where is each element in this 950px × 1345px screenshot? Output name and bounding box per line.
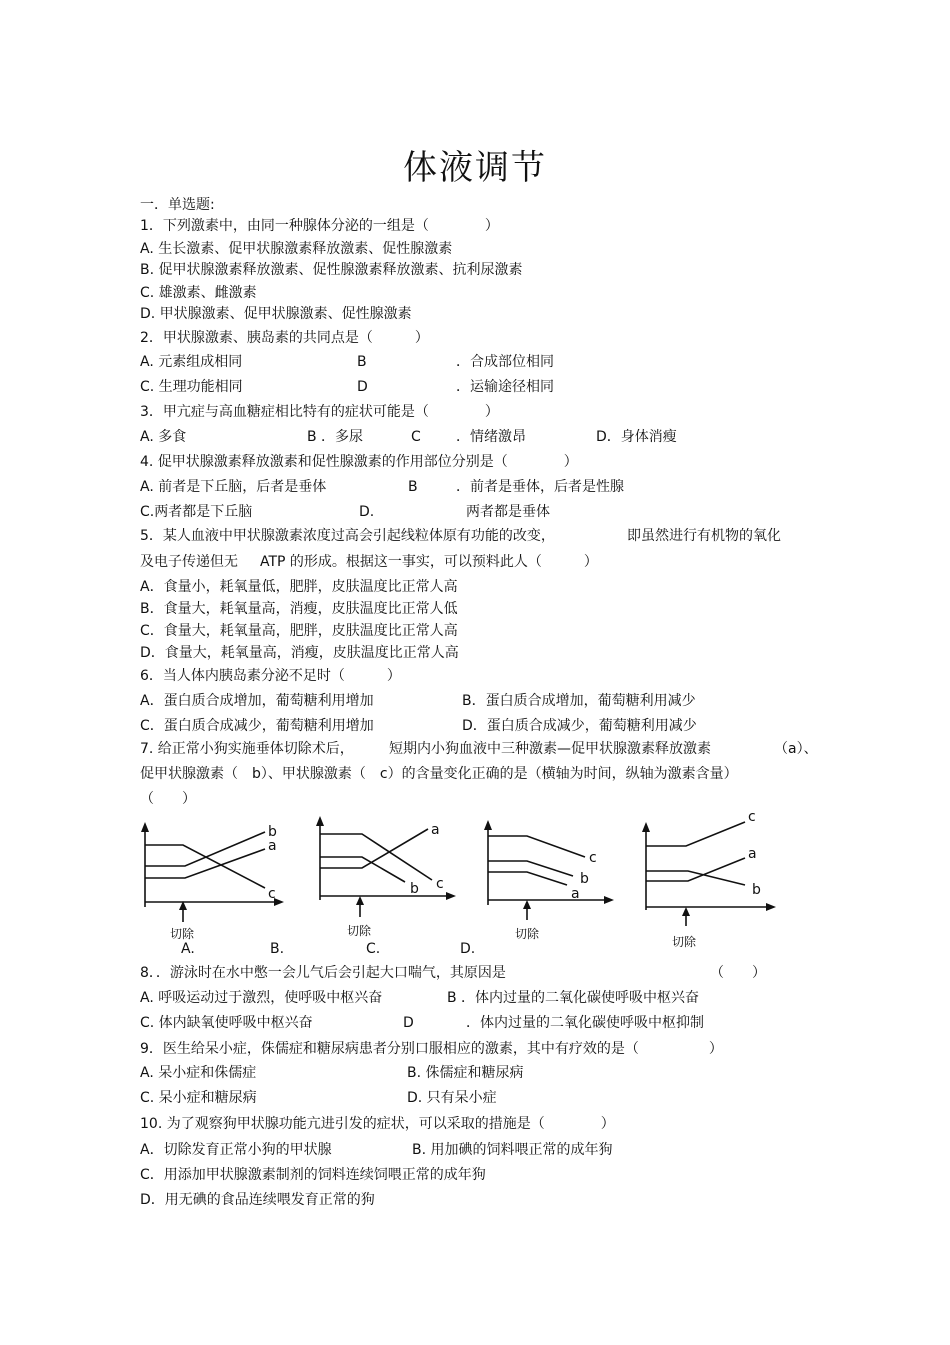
graph-c-line-a bbox=[488, 872, 567, 885]
q8-option-d: ．体内过量的二氧化碳使呼吸中枢抑制 bbox=[466, 1015, 704, 1031]
q8-option-d-letter: D bbox=[403, 1015, 414, 1031]
q8-option-a: A. 呼吸运动过于激烈，使呼吸中枢兴奋 bbox=[140, 990, 383, 1006]
graph-d-x-arrow bbox=[766, 903, 776, 911]
q8-stem: 8．．游泳时在水中憋一会儿气后会引起大口喘气，其原因是 bbox=[140, 965, 506, 981]
graph-a-cut-label: 切除 bbox=[170, 927, 195, 941]
q3-option-a: A. 多食 bbox=[140, 429, 187, 445]
graph-b-cut-arrowhead bbox=[356, 896, 364, 905]
q7-stem-line1-mid: 短期内小狗血液中三种激素—促甲状腺激素释放激素 bbox=[389, 741, 711, 757]
q7-stem-line1-end: （a）、 bbox=[774, 741, 818, 757]
graph-a-line-a bbox=[145, 849, 265, 878]
graph-b-label-c: c bbox=[436, 876, 444, 892]
q2-option-d: ．运输途径相同 bbox=[456, 379, 554, 395]
q7-stem-line2: 促甲状腺激素（ b）、甲状腺激素（ c）的含量变化正确的是（横轴为时间，纵轴为激素含量） bbox=[140, 766, 738, 782]
q2-option-b: ．合成部位相同 bbox=[456, 354, 554, 370]
q4-option-a: A. 前者是下丘脑，后者是垂体 bbox=[140, 479, 327, 495]
q4-option-c: C.两者都是下丘脑 bbox=[140, 504, 253, 520]
q8-answer-paren: （ ） bbox=[710, 965, 766, 981]
q5-stem-line1-end: 即虽然进行有机物的氧化 bbox=[627, 528, 781, 544]
q1-stem: 1．下列激素中，由同一种腺体分泌的一组是（ ） bbox=[140, 218, 499, 234]
q1-option-c: C. 雄激素、雌激素 bbox=[140, 285, 257, 301]
q2-option-a: A. 元素组成相同 bbox=[140, 354, 243, 370]
q4-option-b-letter: B bbox=[408, 479, 418, 495]
section-heading: 一．单选题: bbox=[140, 197, 215, 213]
q8-option-b: B ．体内过量的二氧化碳使呼吸中枢兴奋 bbox=[447, 990, 700, 1006]
graph-c-label-b: b bbox=[580, 871, 589, 887]
graph-c-cut-label: 切除 bbox=[515, 927, 540, 941]
q5-option-a: A．食量小，耗氧量低，肥胖，皮肤温度比正常人高 bbox=[140, 579, 458, 595]
graph-a-label-a: a bbox=[268, 838, 277, 854]
q3-stem: 3．甲亢症与高血糖症相比特有的症状可能是（ ） bbox=[140, 404, 499, 420]
q6-stem: 6．当人体内胰岛素分泌不足时（ ） bbox=[140, 668, 401, 684]
page-title: 体液调节 bbox=[403, 148, 547, 188]
graph-c-label-c: c bbox=[589, 850, 597, 866]
graph-d bbox=[642, 822, 776, 926]
graph-b-label-b: b bbox=[410, 881, 419, 897]
graph-d-line-c bbox=[646, 822, 745, 846]
graph-b-x-arrow bbox=[446, 892, 456, 900]
q6-option-a: A．蛋白质合成增加，葡萄糖利用增加 bbox=[140, 693, 374, 709]
q4-option-d: 两者都是垂体 bbox=[466, 504, 550, 520]
graph-c-line-c bbox=[488, 836, 585, 857]
graph-c bbox=[484, 820, 614, 920]
graph-d-label-c: c bbox=[748, 809, 756, 825]
q5-option-d: D．食量大，耗氧量高，消瘦，皮肤温度比正常人高 bbox=[140, 645, 459, 661]
graph-a-line-b bbox=[145, 832, 265, 866]
q8-option-c: C. 体内缺氧使呼吸中枢兴奋 bbox=[140, 1015, 313, 1031]
graph-d-line-a bbox=[646, 858, 745, 881]
graph-d-y-arrow bbox=[642, 822, 650, 832]
graph-c-x-arrow bbox=[604, 896, 614, 904]
q9-option-a: A. 呆小症和侏儒症 bbox=[140, 1065, 257, 1081]
graph-a-label-c: c bbox=[268, 886, 276, 902]
q5-stem-line2-end: ATP 的形成。根据这一事实，可以预料此人（ ） bbox=[260, 554, 598, 570]
graph-b-line-b bbox=[320, 857, 405, 882]
q5-option-b: B．食量大，耗氧量高，消瘦，皮肤温度比正常人低 bbox=[140, 601, 458, 617]
q1-option-d: D. 甲状腺激素、促甲状腺激素、促性腺激素 bbox=[140, 306, 412, 322]
graph-b-y-arrow bbox=[316, 816, 324, 826]
q7-stem-line3: （ ） bbox=[140, 791, 196, 807]
q1-option-a: A. 生长激素、促甲状腺激素释放激素、促性腺激素 bbox=[140, 241, 453, 257]
q4-stem: 4. 促甲状腺激素释放激素和促性腺激素的作用部位分别是（ ） bbox=[140, 454, 578, 470]
q10-stem: 10. 为了观察狗甲状腺功能亢进引发的症状，可以采取的措施是（ ） bbox=[140, 1116, 615, 1132]
q2-option-c: C. 生理功能相同 bbox=[140, 379, 243, 395]
graph-a-label-b: b bbox=[268, 824, 277, 840]
q3-option-d: D．身体消瘦 bbox=[596, 429, 677, 445]
q10-option-c: C．用添加甲状腺激素制剂的饲料连续饲喂正常的成年狗 bbox=[140, 1167, 486, 1183]
q10-option-d: D．用无碘的食品连续喂发育正常的狗 bbox=[140, 1192, 375, 1208]
graph-c-y-arrow bbox=[484, 820, 492, 830]
q6-option-c: C．蛋白质合成减少，葡萄糖利用增加 bbox=[140, 718, 374, 734]
graph-option-a: A. bbox=[181, 941, 195, 957]
q2-option-b-letter: B bbox=[357, 354, 367, 370]
q5-option-c: C．食量大，耗氧量高，肥胖，皮肤温度比正常人高 bbox=[140, 623, 458, 639]
graph-a-y-arrow bbox=[141, 822, 149, 832]
graph-option-d: D. bbox=[460, 941, 476, 957]
q4-option-d-letter: D. bbox=[359, 504, 375, 520]
q3-option-c: ．情绪激昂 bbox=[456, 429, 526, 445]
graph-option-b: B. bbox=[270, 941, 285, 957]
q2-stem: 2．甲状腺激素、胰岛素的共同点是（ ） bbox=[140, 330, 429, 346]
q6-option-b: B．蛋白质合成增加，葡萄糖利用减少 bbox=[462, 693, 696, 709]
graph-a bbox=[141, 822, 284, 922]
graph-d-label-b: b bbox=[752, 882, 761, 898]
q7-stem-line1: 7. 给正常小狗实施垂体切除术后， bbox=[140, 741, 354, 757]
q10-option-a: A．切除发育正常小狗的甲状腺 bbox=[140, 1142, 332, 1158]
graph-option-c: C. bbox=[366, 941, 381, 957]
q1-option-b: B. 促甲状腺激素释放激素、促性腺激素释放激素、抗利尿激素 bbox=[140, 262, 523, 278]
graph-b-label-a: a bbox=[431, 822, 440, 838]
q3-option-c-letter: C bbox=[411, 429, 421, 445]
q4-option-b: ．前者是垂体，后者是性腺 bbox=[456, 479, 624, 495]
graph-b-line-a bbox=[320, 829, 428, 868]
graph-c-label-a: a bbox=[571, 886, 580, 902]
graph-c-cut-arrowhead bbox=[523, 900, 531, 909]
q9-option-b: B. 侏儒症和糖尿病 bbox=[407, 1065, 524, 1081]
q6-option-d: D．蛋白质合成减少，葡萄糖利用减少 bbox=[462, 718, 697, 734]
graph-b-cut-label: 切除 bbox=[347, 924, 372, 938]
q5-stem-line2: 及电子传递但无 bbox=[140, 554, 238, 570]
q9-option-c: C. 呆小症和糖尿病 bbox=[140, 1090, 257, 1106]
q10-option-b: B. 用加碘的饲料喂正常的成年狗 bbox=[412, 1142, 613, 1158]
q3-option-b: B ．多尿 bbox=[307, 429, 364, 445]
graph-d-cut-arrowhead bbox=[682, 907, 690, 916]
graph-d-label-a: a bbox=[748, 846, 757, 862]
q9-option-d: D. 只有呆小症 bbox=[407, 1090, 497, 1106]
q2-option-d-letter: D bbox=[357, 379, 368, 395]
graph-d-cut-label: 切除 bbox=[672, 935, 697, 949]
q5-stem-line1: 5．某人血液中甲状腺激素浓度过高会引起线粒体原有功能的改变， bbox=[140, 528, 555, 544]
q9-stem: 9．医生给呆小症，侏儒症和糖尿病患者分别口服相应的激素，其中有疗效的是（ ） bbox=[140, 1041, 723, 1057]
